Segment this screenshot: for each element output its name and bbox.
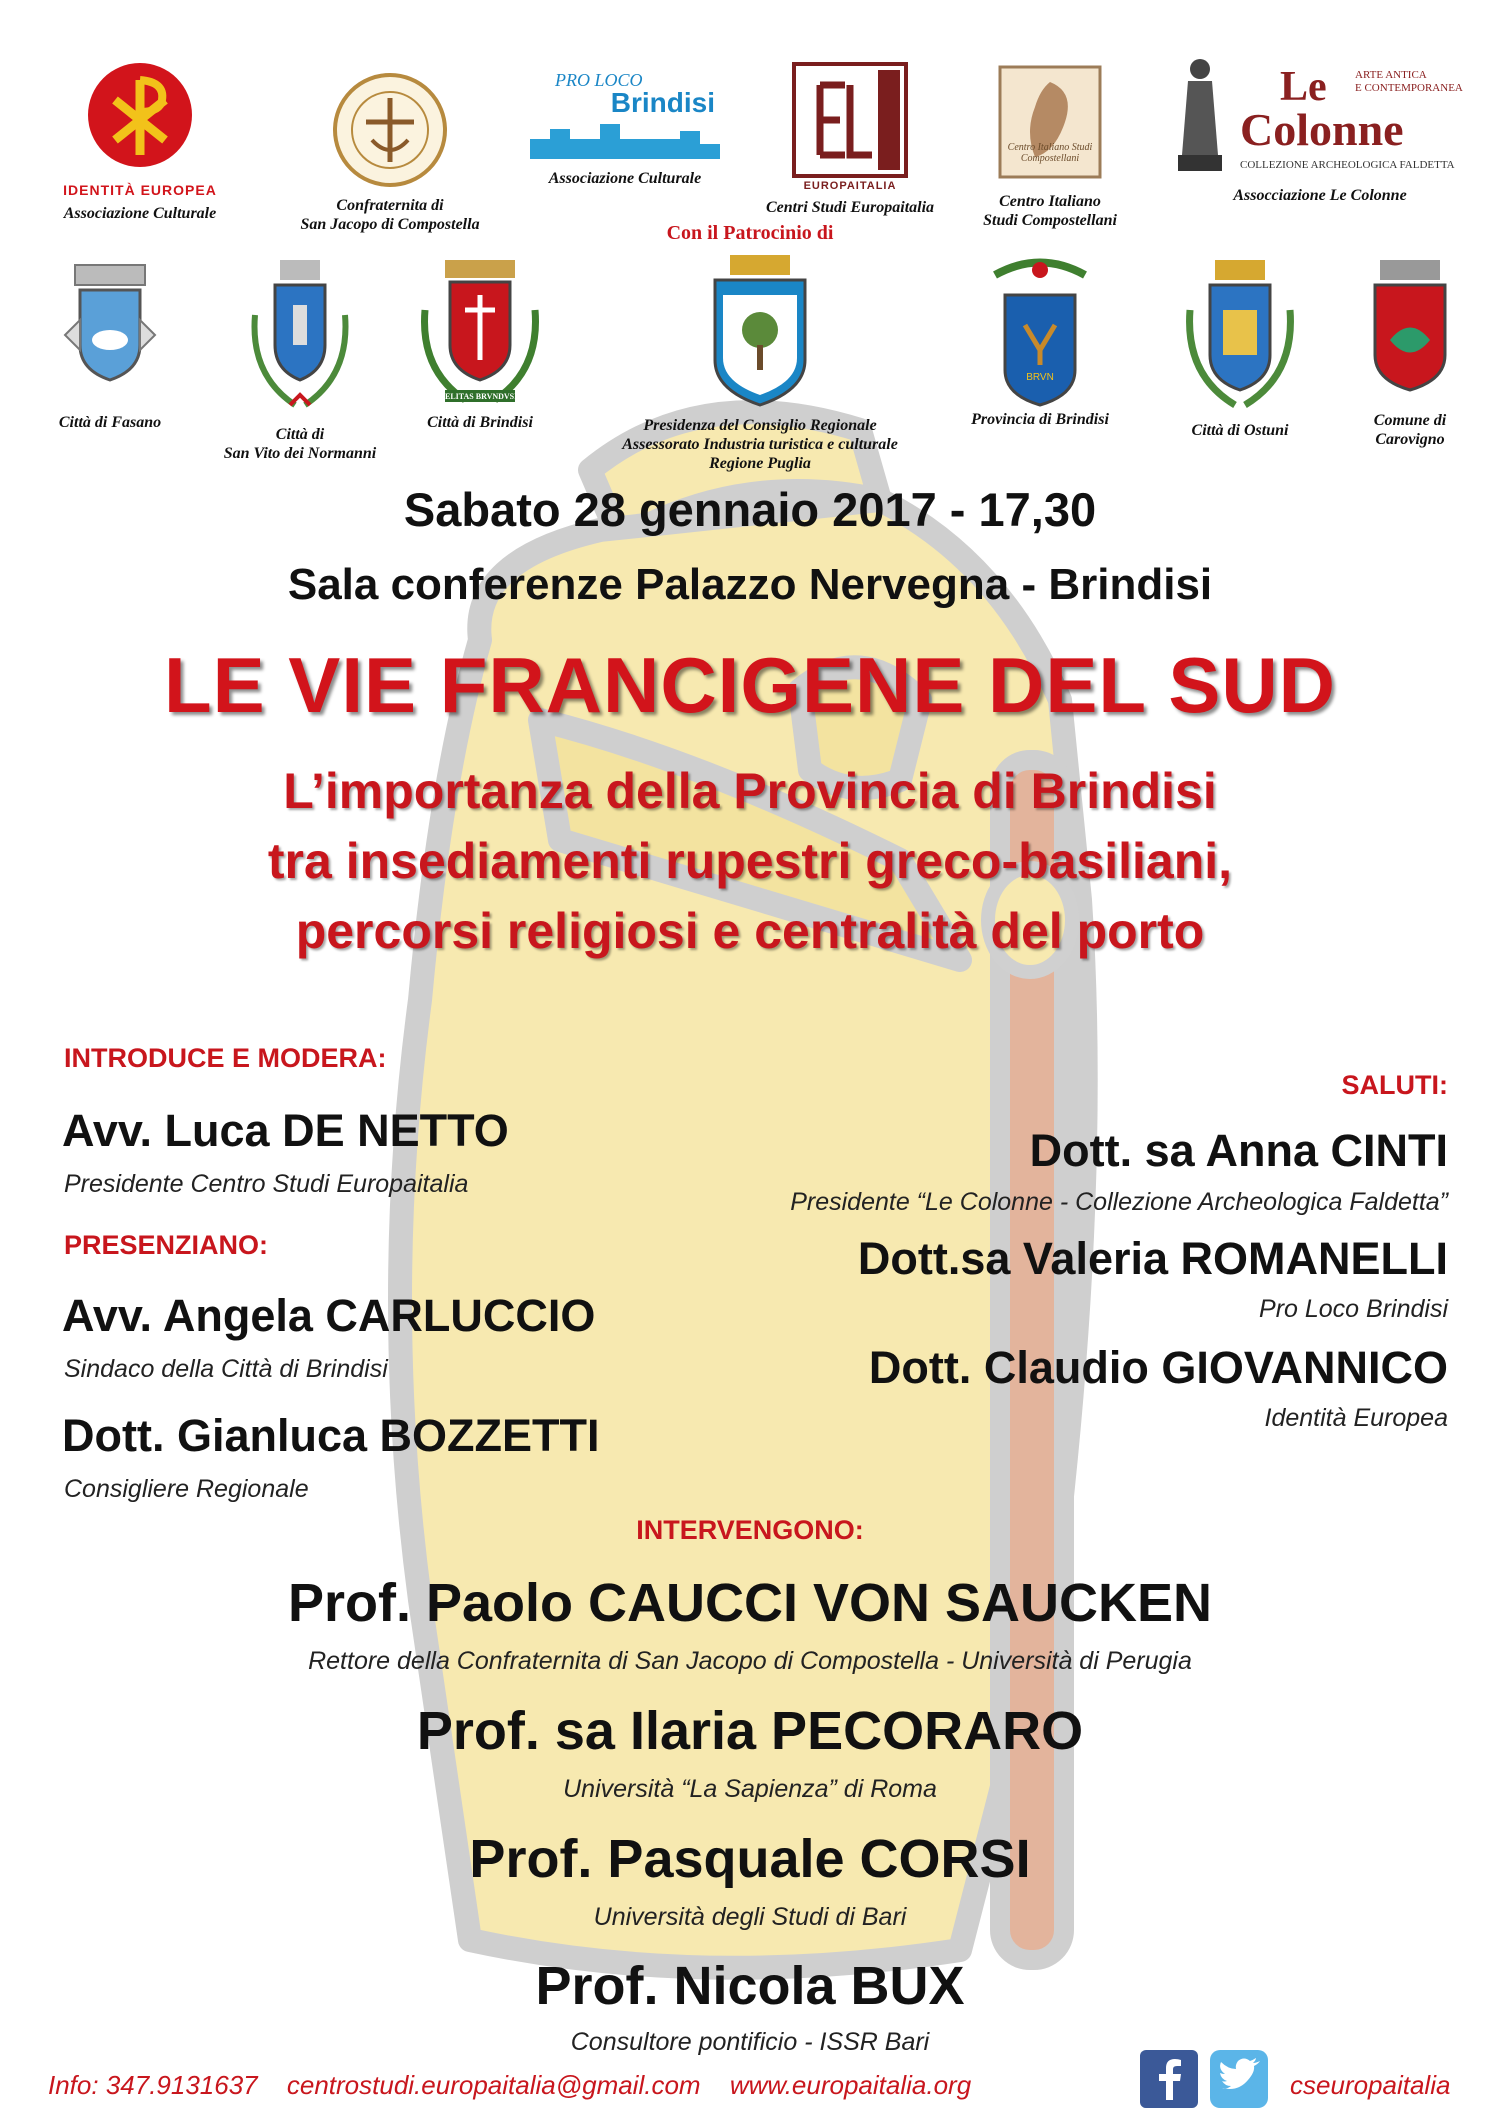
logo-caption: San Jacopo di Compostella bbox=[300, 216, 480, 233]
facebook-icon[interactable] bbox=[1140, 2050, 1198, 2108]
saluti-heading: SALUTI: bbox=[1341, 1070, 1448, 1100]
speaker-name: Dott. Claudio GIOVANNICO bbox=[868, 1342, 1448, 1393]
le-colonne-mark-top2: E CONTEMPORANEA bbox=[1355, 82, 1463, 94]
presenziano-heading: PRESENZIANO: bbox=[64, 1230, 269, 1260]
speaker-name: Dott.sa Valeria ROMANELLI bbox=[857, 1233, 1448, 1284]
brindisi-coat-of-arms-icon bbox=[410, 250, 550, 410]
carovigno-coat-of-arms-icon bbox=[1365, 255, 1455, 405]
logo-caption: Studi Compostellani bbox=[983, 212, 1117, 229]
centro-italiano-mark: Centro Italiano Studi Compostellani bbox=[1007, 142, 1093, 164]
brindisi-motto: FIDELITAS BRVNDVSINA bbox=[431, 392, 529, 401]
speaker-role: Università “La Sapienza” di Roma bbox=[563, 1775, 937, 1803]
introduce-heading: INTRODUCE E MODERA: bbox=[64, 1043, 387, 1073]
ostuni-coat-of-arms-icon bbox=[1175, 255, 1305, 415]
statue-icon bbox=[1170, 55, 1230, 175]
logo-confraternita bbox=[270, 70, 510, 234]
speaker-name: Avv. Luca DE NETTO bbox=[62, 1105, 509, 1156]
logo-identita-europea bbox=[40, 60, 240, 223]
castle-icon bbox=[530, 119, 720, 159]
speaker-name: Dott. Gianluca BOZZETTI bbox=[62, 1410, 600, 1461]
logo-caption: Centro Italiano bbox=[999, 193, 1101, 210]
san-vito-coat-of-arms-icon bbox=[235, 255, 365, 425]
social-handle[interactable]: cseuropaitalia bbox=[1290, 2070, 1451, 2100]
logo-le-colonne bbox=[1160, 55, 1480, 205]
le-colonne-mark-sub: COLLEZIONE ARCHEOLOGICA FALDETTA bbox=[1240, 159, 1455, 171]
logo-caption: Associazione Culturale bbox=[548, 170, 702, 187]
patrocinio-label: Con il Patrocinio di bbox=[666, 222, 834, 244]
logo-caption: Provincia di Brindisi bbox=[971, 411, 1109, 428]
logo-caption: Città di Brindisi bbox=[427, 414, 533, 431]
pro-loco-mark: Brindisi bbox=[610, 87, 715, 118]
logo-caption: Città di bbox=[275, 426, 325, 443]
speaker-role: Presidente Centro Studi Europaitalia bbox=[64, 1170, 469, 1198]
centro-italiano-emblem-icon bbox=[995, 62, 1105, 182]
logo-caption: Presidenza del Consiglio Regionale bbox=[643, 417, 877, 434]
event-subtitle-line: percorsi religiosi e centralità del porto bbox=[295, 903, 1205, 959]
logo-europaitalia bbox=[740, 60, 960, 217]
event-date-time: Sabato 28 gennaio 2017 - 17,30 bbox=[403, 483, 1097, 536]
speaker-role: Sindaco della Città di Brindisi bbox=[64, 1355, 388, 1383]
le-colonne-mark-2: Colonne bbox=[1240, 104, 1404, 155]
logo-provincia bbox=[935, 255, 1145, 429]
event-subtitle-line: tra insediamenti rupestri greco-basiliani, bbox=[267, 833, 1233, 889]
footer-website[interactable]: www.europaitalia.org bbox=[729, 2070, 972, 2100]
logo-regione-puglia bbox=[570, 250, 950, 473]
twitter-icon[interactable] bbox=[1210, 2050, 1268, 2108]
logo-centro-italiano bbox=[960, 62, 1140, 230]
speaker-name: Prof. Nicola BUX bbox=[535, 1956, 965, 2016]
speaker-role: Pro Loco Brindisi bbox=[1259, 1295, 1448, 1323]
logo-caption: Assessorato Industria turistica e culturale bbox=[622, 436, 898, 453]
logo-pro-loco bbox=[525, 70, 725, 188]
identita-europea-mark: IDENTITÀ EUROPEA bbox=[63, 182, 217, 198]
logo-san-vito bbox=[190, 255, 410, 463]
europaitalia-mark: EUROPAITALIA bbox=[803, 180, 897, 192]
footer-contacts bbox=[48, 2070, 993, 2101]
speaker-role: Identità Europea bbox=[1264, 1404, 1448, 1432]
logo-caption: Assocciazione Le Colonne bbox=[1233, 187, 1407, 204]
logo-caption: Confraternita di bbox=[336, 197, 444, 214]
logo-caption: Comune di bbox=[1373, 412, 1447, 429]
speaker-name: Prof. Pasquale CORSI bbox=[469, 1829, 1031, 1889]
speaker-name: Avv. Angela CARLUCCIO bbox=[62, 1290, 596, 1341]
fasano-coat-of-arms-icon bbox=[55, 255, 165, 405]
confraternita-seal-icon bbox=[330, 70, 450, 190]
logo-caption: Carovigno bbox=[1375, 431, 1445, 448]
speaker-role: Rettore della Confraternita di San Jacopo di Compostella - Università di Perugia bbox=[308, 1647, 1192, 1675]
provincia-mark: BRVN bbox=[1026, 372, 1054, 383]
intervengono-heading: INTERVENGONO: bbox=[636, 1515, 864, 1545]
speaker-name: Prof. Paolo CAUCCI VON SAUCKEN bbox=[287, 1573, 1213, 1633]
event-title: LE VIE FRANCIGENE DEL SUD bbox=[163, 641, 1337, 729]
chi-rho-icon bbox=[70, 60, 210, 180]
puglia-coat-of-arms-icon bbox=[695, 250, 825, 410]
logo-caption: Città di Ostuni bbox=[1191, 422, 1289, 439]
event-subtitle-line: L’importanza della Provincia di Brindisi bbox=[283, 763, 1217, 819]
le-colonne-mark-top: ARTE ANTICA bbox=[1355, 69, 1427, 81]
event-venue: Sala conferenze Palazzo Nervegna - Brindisi bbox=[287, 560, 1213, 609]
speaker-role: Università degli Studi di Bari bbox=[593, 1903, 907, 1931]
speaker-role: Consultore pontificio - ISSR Bari bbox=[570, 2028, 930, 2056]
footer-phone: Info: 347.9131637 bbox=[48, 2070, 258, 2100]
speaker-role: Presidente “Le Colonne - Collezione Archeologica Faldetta” bbox=[790, 1188, 1448, 1216]
speaker-name: Dott. sa Anna CINTI bbox=[1029, 1125, 1448, 1176]
logo-caption: Città di Fasano bbox=[58, 414, 162, 431]
logo-brindisi bbox=[390, 250, 570, 432]
logo-caption: Centri Studi Europaitalia bbox=[765, 199, 935, 216]
logo-caption: San Vito dei Normanni bbox=[223, 445, 377, 462]
le-colonne-mark-1: Le bbox=[1280, 64, 1327, 110]
footer-email[interactable]: centrostudi.europaitalia@gmail.com bbox=[286, 2070, 701, 2100]
logo-fasano bbox=[20, 255, 200, 432]
logo-carovigno bbox=[1335, 255, 1485, 449]
speaker-name: Prof. sa Ilaria PECORARO bbox=[416, 1701, 1084, 1761]
logo-ostuni bbox=[1150, 255, 1330, 440]
europaitalia-monogram-icon bbox=[790, 60, 910, 180]
logo-caption: Regione Puglia bbox=[709, 455, 811, 472]
logo-caption: Associazione Culturale bbox=[63, 205, 217, 222]
speaker-role: Consigliere Regionale bbox=[64, 1475, 309, 1503]
pro-loco-mark-top: PRO LOCO bbox=[555, 70, 643, 90]
